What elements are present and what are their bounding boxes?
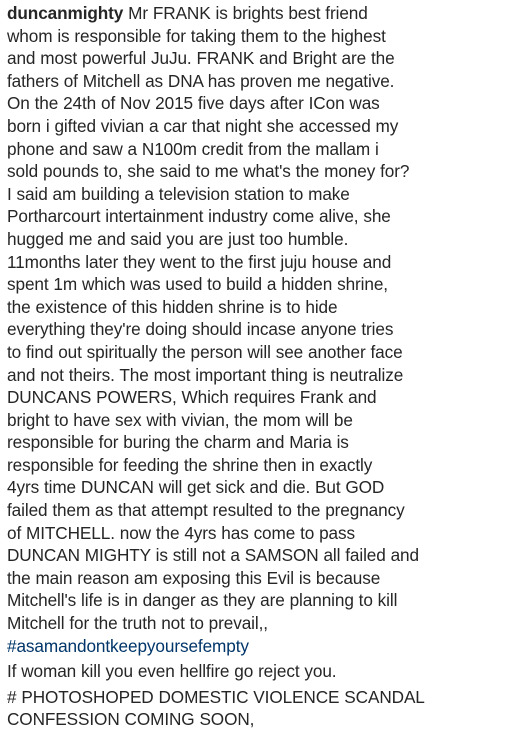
caption-line: Mitchell for the truth not to prevail,, (7, 613, 268, 634)
caption-line: the existence of this hidden shrine is to hide (7, 296, 338, 317)
post-caption (7, 2, 505, 731)
caption-line: bright to have sex with vivian, the mom will be (7, 409, 353, 430)
caption-line: of MITCHELL. now the 4yrs has come to pass (7, 522, 355, 543)
caption-line: sold pounds to, she said to me what's the money for? (7, 161, 410, 182)
caption-line: and not theirs. The most important thing is neutralize (7, 364, 404, 385)
caption-line: responsible for buring the charm and Maria is (7, 432, 349, 453)
caption-line: born i gifted vivian a car that night she accessed my (7, 115, 399, 136)
closing-line: CONFESSION COMING SOON, (7, 709, 255, 730)
hashtag-link[interactable]: #asamandontkeepyoursefempty (7, 635, 249, 656)
caption-line: spent 1m which was used to build a hidden shrine, (7, 274, 388, 295)
caption-line: everything they're doing should incase anyone tries (7, 319, 394, 340)
caption-line: Mitchell's life is in danger as they are planning to kill (7, 590, 398, 611)
caption-line: DUNCANS POWERS, Which requires Frank and (7, 387, 377, 408)
caption-line: and most powerful JuJu. FRANK and Bright are the (7, 48, 395, 69)
caption-line: I said am building a television station to make (7, 183, 350, 204)
cropped-footer-text (7, 713, 147, 720)
caption-line: On the 24th of Nov 2015 five days after ICon was (7, 93, 380, 114)
caption-line: Portharcourt intertainment industry come alive, she (7, 206, 391, 227)
caption-line: phone and saw a N100m credit from the mallam i (7, 138, 379, 159)
caption-line: 11months later they went to the first juju house and (7, 251, 392, 272)
caption-line-first (7, 2, 505, 25)
caption-line: 4yrs time DUNCAN will get sick and die. But GOD (7, 477, 385, 498)
caption-line: failed them as that attempt resulted to the pregnancy (7, 500, 405, 521)
username-link[interactable]: duncanmighty (7, 3, 124, 23)
closing-line: If woman kill you even hellfire go reject you. (7, 661, 337, 682)
caption-line: to find out spiritually the person will see another face (7, 341, 403, 362)
caption-line: fathers of Mitchell as DNA has proven me negative. (7, 70, 395, 91)
caption-line: the main reason am exposing this Evil is because (7, 567, 381, 588)
caption-line: hugged me and said you are just too humble. (7, 228, 349, 249)
caption-line: DUNCAN MIGHTY is still not a SAMSON all failed and (7, 545, 419, 566)
closing-line: # PHOTOSHOPED DOMESTIC VIOLENCE SCANDAL (7, 686, 425, 707)
caption-text: Mr FRANK is brights best friend (123, 3, 368, 23)
caption-line: responsible for feeding the shrine then in exactly (7, 454, 373, 475)
caption-line: whom is responsible for taking them to the highest (7, 25, 386, 46)
